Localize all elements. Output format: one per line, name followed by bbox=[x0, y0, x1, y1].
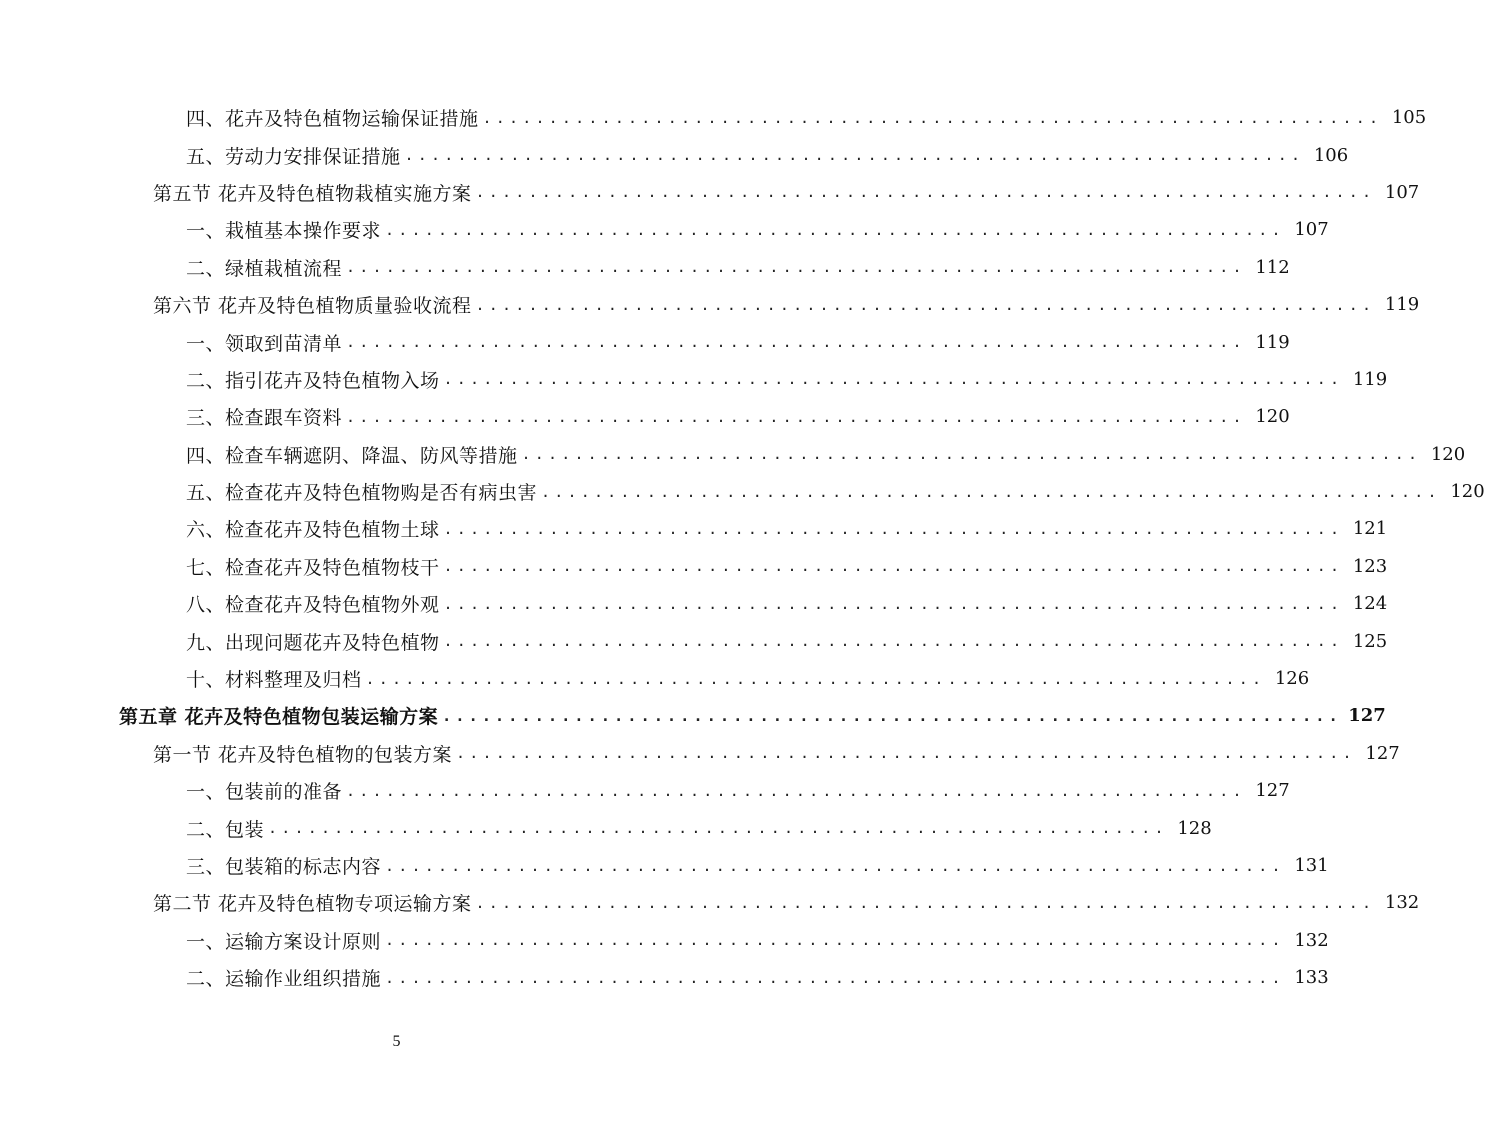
toc-entry-page: 127 bbox=[1365, 742, 1400, 764]
toc-entry-page: 107 bbox=[1294, 219, 1329, 241]
dot-leader: .................................................................... bbox=[385, 931, 1285, 950]
toc-entry[interactable] bbox=[0, 622, 1388, 659]
dot-leader: .................................................................... bbox=[475, 183, 1376, 202]
toc-entry-page: 121 bbox=[1352, 518, 1388, 540]
toc-entry[interactable] bbox=[0, 249, 1290, 286]
toc-entry[interactable] bbox=[0, 211, 1329, 248]
dot-leader: .................................................................... bbox=[475, 295, 1376, 314]
toc-entry-title: 第五章 花卉及特色植物包装运输方案 bbox=[119, 706, 439, 729]
toc-entry-title: 第二节 花卉及特色植物专项运输方案 bbox=[153, 893, 472, 916]
toc-entry[interactable] bbox=[0, 136, 1349, 173]
toc-entry[interactable] bbox=[0, 772, 1290, 809]
toc-entry-title: 一、栽植基本操作要求 bbox=[186, 220, 382, 243]
toc-entry-page: 131 bbox=[1294, 855, 1329, 876]
toc-entry-page: 112 bbox=[1255, 256, 1290, 278]
toc-entry[interactable] bbox=[0, 323, 1290, 360]
toc-entry-title: 二、绿植栽植流程 bbox=[186, 257, 343, 280]
toc-entry-chapter[interactable] bbox=[0, 697, 1386, 734]
toc-entry[interactable] bbox=[0, 585, 1388, 622]
toc-entry[interactable] bbox=[0, 809, 1212, 846]
toc-entry-page: 133 bbox=[1294, 967, 1329, 989]
toc-entry[interactable] bbox=[0, 473, 1485, 510]
toc-entry-title: 三、包装箱的标志内容 bbox=[186, 856, 382, 878]
dot-leader: .................................................................... bbox=[541, 482, 1441, 501]
dot-leader: .................................................................... bbox=[443, 557, 1344, 576]
toc-entry-page: 119 bbox=[1352, 368, 1388, 390]
dot-leader: .................................................................... bbox=[385, 856, 1285, 875]
toc-entry[interactable] bbox=[0, 959, 1329, 996]
toc-entry-title: 六、检查花卉及特色植物土球 bbox=[186, 519, 440, 542]
dot-leader: .................................................................... bbox=[443, 519, 1344, 538]
toc-entry-page: 127 bbox=[1255, 780, 1290, 802]
toc-entry[interactable] bbox=[0, 174, 1420, 211]
toc-entry[interactable] bbox=[0, 361, 1388, 398]
toc-entry[interactable] bbox=[0, 847, 1329, 884]
toc-entry-title: 四、花卉及特色植物运输保证措施 bbox=[186, 108, 479, 131]
dot-leader: .................................................................... bbox=[404, 146, 1305, 165]
toc-entry-title: 八、检查花卉及特色植物外观 bbox=[186, 594, 440, 617]
toc-entry-page: 128 bbox=[1177, 817, 1212, 839]
toc-entry-page: 132 bbox=[1294, 929, 1329, 951]
toc-entry[interactable] bbox=[0, 922, 1329, 959]
toc-entry-page: 127 bbox=[1348, 705, 1386, 727]
toc-entry-title: 第五节 花卉及特色植物栽植实施方案 bbox=[153, 182, 472, 205]
toc-entry-title: 二、指引花卉及特色植物入场 bbox=[186, 369, 440, 392]
toc-entry-title: 二、运输作业组织措施 bbox=[186, 968, 382, 991]
toc-entry[interactable] bbox=[0, 99, 1427, 136]
dot-leader: .................................................................... bbox=[456, 744, 1356, 763]
toc-entry-title: 一、领取到苗清单 bbox=[186, 332, 343, 355]
toc-entry-title: 三、检查跟车资料 bbox=[186, 407, 343, 430]
dot-leader: .................................................................... bbox=[268, 819, 1168, 838]
table-of-contents bbox=[0, 99, 1485, 996]
toc-entry-title: 第一节 花卉及特色植物的包装方案 bbox=[153, 743, 453, 766]
toc-entry[interactable] bbox=[0, 286, 1420, 323]
toc-entry-page: 124 bbox=[1352, 593, 1388, 615]
toc-entry-page: 123 bbox=[1352, 555, 1388, 577]
dot-leader: .................................................................... bbox=[443, 370, 1344, 389]
toc-entry-page: 126 bbox=[1274, 668, 1310, 690]
toc-entry-title: 十、材料整理及归档 bbox=[186, 669, 362, 692]
toc-entry[interactable] bbox=[0, 548, 1388, 585]
dot-leader: .................................................................... bbox=[346, 781, 1246, 800]
dot-leader: .................................................................... bbox=[442, 706, 1342, 725]
toc-entry[interactable] bbox=[0, 436, 1466, 473]
toc-entry-title: 九、出现问题花卉及特色植物 bbox=[186, 631, 440, 654]
toc-entry-page: 125 bbox=[1352, 630, 1388, 652]
dot-leader: .................................................................... bbox=[346, 258, 1246, 277]
toc-entry-title: 一、包装前的准备 bbox=[186, 781, 343, 804]
dot-leader: .................................................................... bbox=[346, 407, 1246, 426]
toc-entry[interactable] bbox=[0, 510, 1388, 547]
dot-leader: .................................................................... bbox=[482, 108, 1383, 127]
toc-entry-page: 120 bbox=[1450, 481, 1485, 503]
dot-leader: .................................................................... bbox=[443, 594, 1344, 613]
dot-leader: .................................................................... bbox=[365, 669, 1266, 688]
toc-entry-title: 四、检查车辆遮阴、降温、防风等措施 bbox=[186, 444, 518, 467]
toc-entry-title: 二、包装 bbox=[186, 818, 265, 841]
toc-entry-title: 一、运输方案设计原则 bbox=[186, 930, 382, 953]
toc-entry-page: 119 bbox=[1384, 294, 1420, 316]
toc-entry-page: 106 bbox=[1313, 144, 1349, 166]
toc-entry-title: 第六节 花卉及特色植物质量验收流程 bbox=[153, 295, 472, 318]
toc-entry[interactable] bbox=[0, 660, 1310, 697]
toc-entry-page: 132 bbox=[1384, 892, 1420, 914]
toc-entry-page: 120 bbox=[1255, 406, 1290, 428]
dot-leader: .................................................................... bbox=[443, 632, 1344, 651]
toc-entry[interactable] bbox=[0, 735, 1400, 772]
toc-entry-page: 107 bbox=[1384, 181, 1420, 203]
toc-entry-page: 105 bbox=[1391, 107, 1427, 129]
toc-entry-title: 五、检查花卉及特色植物购是否有病虫害 bbox=[186, 482, 538, 505]
dot-leader: .................................................................... bbox=[346, 333, 1246, 352]
toc-entry-title: 五、劳动力安排保证措施 bbox=[186, 145, 401, 168]
toc-entry[interactable] bbox=[0, 398, 1290, 435]
toc-entry-page: 120 bbox=[1430, 443, 1466, 465]
toc-entry-page: 119 bbox=[1255, 331, 1290, 353]
dot-leader: .................................................................... bbox=[385, 968, 1285, 987]
toc-entry-title: 七、检查花卉及特色植物枝干 bbox=[186, 556, 440, 579]
toc-entry[interactable] bbox=[0, 884, 1420, 921]
dot-leader: .................................................................... bbox=[521, 445, 1422, 464]
dot-leader: .................................................................... bbox=[385, 220, 1285, 239]
page-number: 5 bbox=[392, 1033, 401, 1050]
dot-leader: .................................................................... bbox=[475, 893, 1376, 912]
